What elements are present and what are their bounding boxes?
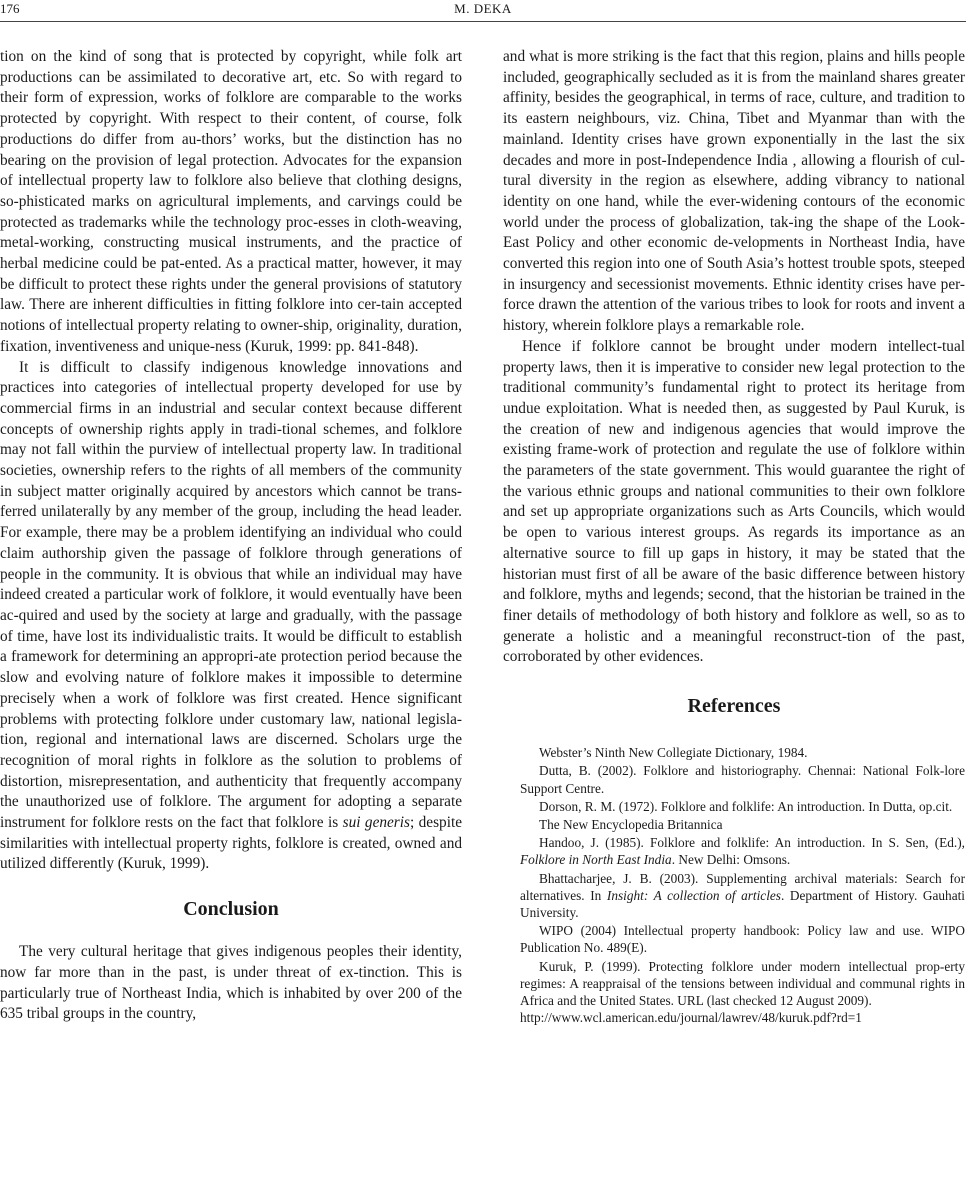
reference-text: . Department of History. Gauhati University. [520, 887, 965, 920]
paragraph-continued: tion on the kind of song that is protected by copyright, while folk art productions can be assimilated to decorative art, etc. So with regard to their form of expression, works of folklore are comparable to the works protected by copyright. With respect to their content, of course, folk productions do differ from au-thors’ works, but the distinction has no bearing on the provision of legal protection. Advocates for the expansion of intellectual property law to folklore also believe that clothing designs, so-phisticated marks on agricultural implements, and carvings could be protected as trademarks while the technology proc-esses in cloth-weaving, metal-working, constructing musical instruments, and the practice of herbal medicine could be pat-ented. As a practical matter, however, it may be difficult to protect these rights under the general provisions of statutory law. There are inherent difficulties in fitting folklore into cer-tain accepted notions of intellectual property relating to owner-ship, originality, duration, fixation, inventiveness and unique-ness (Kuruk, 1999: pp. 841-848). [0, 48, 462, 355]
reference-text: Kuruk, P. (1999). Protecting folklore under modern intellectual prop-erty regimes: A reappraisal of the tensions between individual and communal rights in Africa and the United States. URL (last checked 12 August 2009). [520, 958, 965, 1008]
reference-item: The New Encyclopedia Britannica [539, 816, 723, 832]
reference-item [503, 870, 965, 922]
paragraph-continued: and what is more striking is the fact that this region, plains and hills people included, geographically secluded as it is from the mainland shares greater affinity, besides the geographical, in terms of race, culture, and tradition to its eastern neighbours, viz. China, Tibet and Myanmar than with the mainland. Identity crises have grown exponentially in the last the six decades and more in post-Independence India , allowing a flourish of cul-tural diversity in the region as elsewhere, adding vibrancy to national identity on one hand, while the ever-widening contours of the economic world under the process of globalization, tak-ing the shape of the Look-East Policy and other economic de-velopments in Northeast India, have converted this region into one of South Asia’s hottest trouble spots, steeped in insurgency and secessionist movements. Ethnic identity crises have per-force drawn the attention of the various tribes to look for roots and invent a history, wherein folklore plays a remarkable role. [503, 48, 965, 335]
conclusion-heading: Conclusion [183, 898, 279, 921]
reference-text: Handoo, J. (1985). Folklore and folklife: An introduction. In S. Sen, (Ed.), [539, 835, 965, 851]
reference-title: Folklore in North East India [520, 852, 672, 868]
paragraph-legal-protection: Hence if folklore cannot be brought under modern intellect-tual property laws, then it is imperative to consider new legal protection to the traditional community’s fundamental right to protect its heritage from undue exploitation. What is needed then, as suggested by Paul Kuruk, is the creation of new and indigenous agencies that would improve the existing frame-work of protection and regulate the use of folklore within the parameters of the state government. This would guarantee the right of the various ethnic groups and national communities to their own folklore and set up appropriate organizations such as Arts Councils, which would be open to various interest groups. As regards its importance as an alternative source to fill up gaps in history, it may be stated that the historian must first of all be aware of the basic difference between history and folklore, myths and legends; second, that the historian be trained in the finer details of methodology of both history and folklore as well, so as to generate a holistic and a meaningful reconstruct-tion of the past, corroborated by other evidences. [503, 337, 965, 666]
page-number: 176 [0, 1, 20, 16]
header-rule [0, 21, 966, 22]
reference-text: . New Delhi: Omsons. [671, 852, 791, 868]
reference-text: Bhattacharjee, J. B. (2003). Supplementing archival materials: Search for alternatives. In [520, 870, 965, 903]
reference-item [503, 958, 965, 1027]
right-column [503, 47, 965, 1026]
paragraph-conclusion: The very cultural heritage that gives indigenous peoples their identity, now far more than in the past, is under threat of ex-tinction. This is particularly true of Northeast India, which is inhabited by over 200 of the 635 tribal groups in the country, [0, 943, 462, 1023]
reference-item: Webster’s Ninth New Collegiate Dictionary, 1984. [539, 745, 808, 761]
reference-url-link[interactable]: http://www.wcl.american.edu/journal/lawrev/48/kuruk.pdf?rd=1 [520, 1010, 862, 1026]
running-head-author: M. DEKA [454, 1, 512, 16]
paragraph-classification [0, 358, 462, 876]
reference-title: Insight: A collection of articles [606, 887, 781, 903]
reference-item: WIPO (2004) Intellectual property handbook: Policy law and use. WIPO Publication No. 489(E). [520, 923, 965, 956]
references-heading: References [687, 695, 781, 718]
references-list [503, 744, 965, 1026]
reference-item: Dorson, R. M. (1972). Folklore and folklife: An introduction. In Dutta, op.cit. [539, 798, 953, 814]
paragraph-text: ; despite similarities with intellectual property rights, folklore is created, owned and utilized differently (Kuruk, 1999). [0, 814, 462, 873]
reference-item [503, 834, 965, 868]
paragraph-text: It is difficult to classify indigenous knowledge innovations and practices into categories of intellectual property developed for use by commercial firms in an industrial and secular context because different concepts of ownership rights apply in tradi-tional schemes, and folklore may not fall within the purview of intellectual property law. In traditional societies, ownership refers to the rights of all members of the community in subject matter originally acquired by ancestors which cannot be trans-ferred unilaterally by any member of the group, including the head leader. For example, there may be a problem identifying an individual who could claim authorship given the passage of folklore through generations of people in the community. It is obvious that while an individual may have indeed created a particular work of folklore, it would eventually have been ac-quired and used by the society at large and gradually, with the passage of time, have lost its individualistic traits. It would be difficult to establish a framework for determining an appropri-ate protection period because the slow and evolving nature of folklore makes it impossible to determine precisely when a work of folklore was first created. Hence significant problems with protecting folklore under customary law, national legisla-tion, regional and international laws are discerned. Scholars urge the recognition of moral rights in folklore as the solution to problems of distortion, misrepresentation, and authenticity that frequently accompany the unauthorized use of folklore. The argument for adopting a separate instrument for folklore rests on the fact that folklore is [0, 358, 462, 832]
page-header [0, 0, 966, 20]
reference-item: Dutta, B. (2002). Folklore and historiography. Chennai: National Folk-lore Support Centre. [520, 763, 965, 796]
left-column [0, 47, 462, 1025]
italic-term-sui-generis: sui generis [342, 814, 410, 832]
